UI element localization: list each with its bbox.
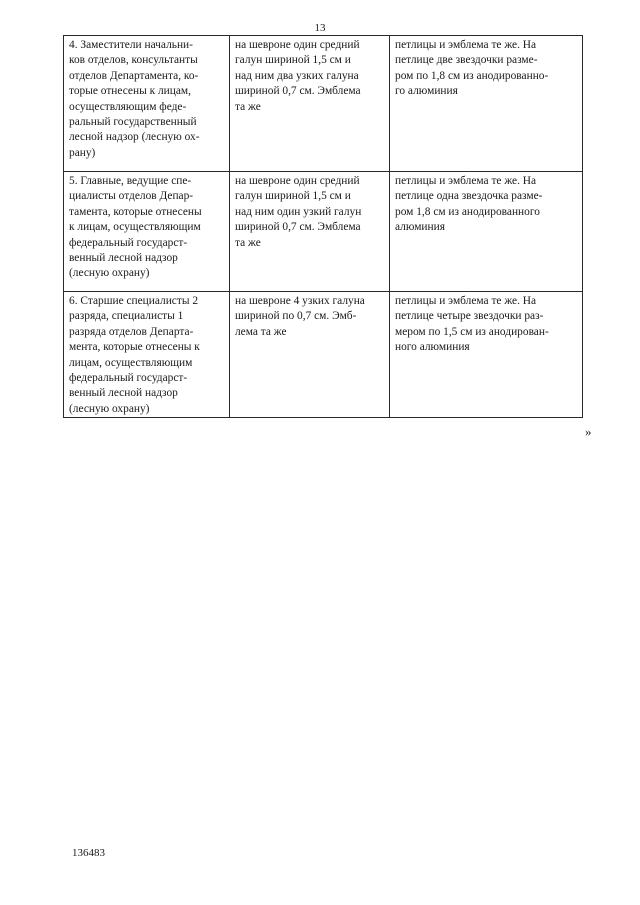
insignia-cell: петлицы и эмблема те же. На петлице две звездочки разме- ром по 1,8 см из анодированно- го алюминия: [390, 36, 583, 172]
table-row: [64, 172, 583, 292]
chevron-cell: на шевроне один средний галун шириной 1,5 см и над ним один узкий галун шириной 0,7 см. Эмблема та же: [230, 172, 390, 292]
insignia-cell: петлицы и эмблема те же. На петлице одна звездочка разме- ром 1,8 см из анодированного алюминия: [390, 172, 583, 292]
table-row: [64, 36, 583, 172]
document-code: 136483: [72, 847, 105, 859]
chevron-cell: на шевроне 4 узких галуна шириной по 0,7 см. Эмб- лема та же: [230, 292, 390, 418]
insignia-cell: петлицы и эмблема те же. На петлице четыре звездочки раз- мером по 1,5 см из анодирован- ного алюминия: [390, 292, 583, 418]
position-cell: 4. Заместители начальни- ков отделов, консультанты отделов Департамента, ко- торые отнесены к лицам, осуществляющим феде- ральный государственный лесной надзор (лесную ох- рану): [64, 36, 230, 172]
uniform-insignia-table: [63, 35, 583, 418]
position-cell: 6. Старшие специалисты 2 разряда, специалисты 1 разряда отделов Департа- мента, которые отнесены к лицам, осуществляющим федеральный государст- венный лесной надзор (лесную охрану): [64, 292, 230, 418]
position-cell: 5. Главные, ведущие спе- циалисты отделов Депар- тамента, которые отнесены к лицам, осуществляющим федеральный государст- венный лесной надзор (лесную охрану): [64, 172, 230, 292]
table-row: [64, 292, 583, 418]
chevron-cell: на шевроне один средний галун шириной 1,5 см и над ним два узких галуна шириной 0,7 см. Эмблема та же: [230, 36, 390, 172]
page-number: 13: [314, 22, 326, 34]
closing-quote-mark: »: [585, 424, 592, 439]
